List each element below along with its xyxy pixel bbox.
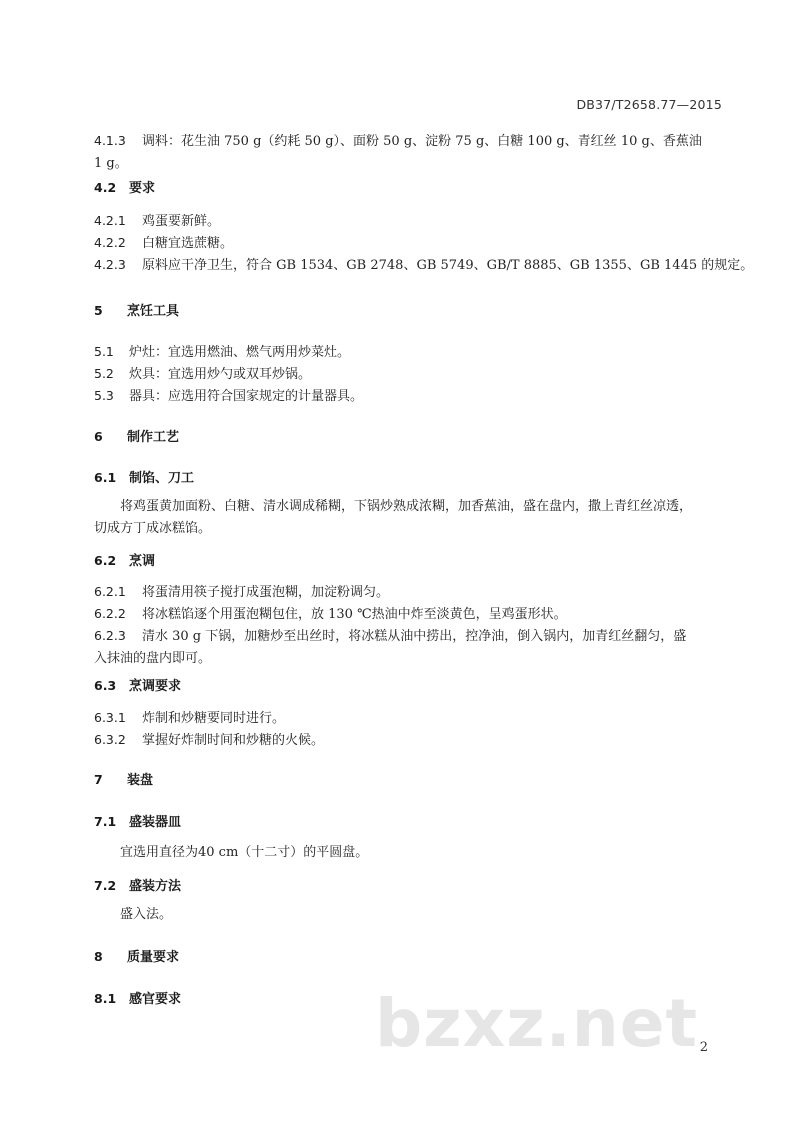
section-7-2-heading xyxy=(94,877,734,896)
clause-5-3 xyxy=(94,387,734,406)
section-number: 5 xyxy=(94,303,103,318)
paragraph-line: 切成方丁成冰糕馅。 xyxy=(94,521,212,536)
section-7-1-paragraph: 宜选用直径为40 cm（十二寸）的平圆盘。 xyxy=(120,845,369,860)
section-number: 6 xyxy=(94,429,103,444)
section-title: 质量要求 xyxy=(127,950,180,965)
section-title: 烹调 xyxy=(129,554,156,569)
section-number: 6.3 xyxy=(94,678,117,693)
clause-4-2-1 xyxy=(94,212,734,231)
clause-text: 炉灶：宜选用燃油、燃气两用炒菜灶。 xyxy=(129,345,351,360)
clause-text-continued: 入抹油的盘内即可。 xyxy=(94,651,212,666)
clause-text: 炸制和炒糖要同时进行。 xyxy=(142,711,286,726)
clause-6-3-1 xyxy=(94,709,734,728)
clause-number: 4.2.1 xyxy=(94,213,126,228)
section-7-1-heading xyxy=(94,813,734,832)
clause-number: 4.2.2 xyxy=(94,235,126,250)
section-title: 感官要求 xyxy=(129,992,182,1007)
clause-6-2-3 xyxy=(94,627,734,668)
clause-number: 6.3.1 xyxy=(94,710,126,725)
section-6-1-heading xyxy=(94,469,734,488)
section-title: 要求 xyxy=(129,181,156,196)
section-title: 盛装器皿 xyxy=(129,815,182,830)
section-6-heading xyxy=(94,428,734,447)
section-title: 烹调要求 xyxy=(129,679,182,694)
section-7-2-paragraph: 盛入法。 xyxy=(120,907,173,922)
clause-text: 器具：应选用符合国家规定的计量器具。 xyxy=(129,389,364,404)
clause-text: 清水 30 g 下锅，加糖炒至出丝时，将冰糕从油中捞出，控净油，倒入锅内，加青红丝翻匀，盛 xyxy=(142,629,687,644)
clause-6-2-1 xyxy=(94,583,734,602)
clause-text: 将冰糕馅逐个用蛋泡糊包住，放 130 ℃热油中炸至淡黄色，呈鸡蛋形状。 xyxy=(142,607,567,622)
clause-number: 4.2.3 xyxy=(94,257,126,272)
clause-number: 6.2.3 xyxy=(94,628,126,643)
section-number: 8.1 xyxy=(94,991,117,1006)
section-6-3-heading xyxy=(94,677,734,696)
section-6-2-heading xyxy=(94,552,734,571)
section-4-2-heading xyxy=(94,179,734,198)
clause-5-2 xyxy=(94,365,734,384)
clause-text: 掌握好炸制时间和炒糖的火候。 xyxy=(142,733,325,748)
clause-text: 调料：花生油 750 g（约耗 50 g）、面粉 50 g、淀粉 75 g、白糖 100 g、青红丝 10 g、香蕉油 xyxy=(142,134,702,149)
clause-number: 4.1.3 xyxy=(94,133,126,148)
section-title: 装盘 xyxy=(127,773,154,788)
paragraph-line: 将鸡蛋黄加面粉、白糖、清水调成稀糊，下锅炒熟成浓糊，加香蕉油，盛在盘内，撒上青红丝凉透， xyxy=(120,499,693,514)
clause-number: 5.3 xyxy=(94,388,114,403)
clause-text: 原料应干净卫生，符合 GB 1534、GB 2748、GB 5749、GB/T 8885、GB 1355、GB 1445 的规定。 xyxy=(142,258,754,273)
clause-text: 将蛋清用筷子搅打成蛋泡糊，加淀粉调匀。 xyxy=(142,585,390,600)
watermark: bzxz.net xyxy=(375,985,699,1062)
clause-4-2-3 xyxy=(94,256,754,275)
section-title: 制馅、刀工 xyxy=(129,471,195,486)
clause-6-3-2 xyxy=(94,731,734,750)
clause-number: 5.2 xyxy=(94,366,114,381)
clause-number: 6.2.2 xyxy=(94,606,126,621)
clause-text: 鸡蛋要新鲜。 xyxy=(142,214,221,229)
section-number: 8 xyxy=(94,949,103,964)
section-number: 7.2 xyxy=(94,878,117,893)
section-title: 制作工艺 xyxy=(127,430,180,445)
section-number: 7.1 xyxy=(94,814,117,829)
section-6-1-paragraph xyxy=(94,498,734,538)
clause-text-continued: 1 g。 xyxy=(94,156,128,171)
clause-text: 白糖宜选蔗糖。 xyxy=(142,236,234,251)
section-number: 6.2 xyxy=(94,553,117,568)
clause-number: 6.3.2 xyxy=(94,732,126,747)
document-id: DB37/T2658.77—2015 xyxy=(576,97,722,112)
section-number: 7 xyxy=(94,772,103,787)
page-number: 2 xyxy=(699,1040,708,1055)
section-5-heading xyxy=(94,302,734,321)
clause-5-1 xyxy=(94,343,734,362)
section-8-heading xyxy=(94,948,734,967)
clause-6-2-2 xyxy=(94,605,734,624)
clause-4-2-2 xyxy=(94,234,734,253)
section-title: 盛装方法 xyxy=(129,879,182,894)
clause-4-1-3 xyxy=(94,132,734,173)
clause-number: 6.2.1 xyxy=(94,584,126,599)
section-7-heading xyxy=(94,771,734,790)
section-title: 烹饪工具 xyxy=(127,304,180,319)
clause-text: 炊具：宜选用炒勺或双耳炒锅。 xyxy=(129,367,312,382)
section-number: 6.1 xyxy=(94,470,117,485)
clause-number: 5.1 xyxy=(94,344,114,359)
section-number: 4.2 xyxy=(94,180,117,195)
